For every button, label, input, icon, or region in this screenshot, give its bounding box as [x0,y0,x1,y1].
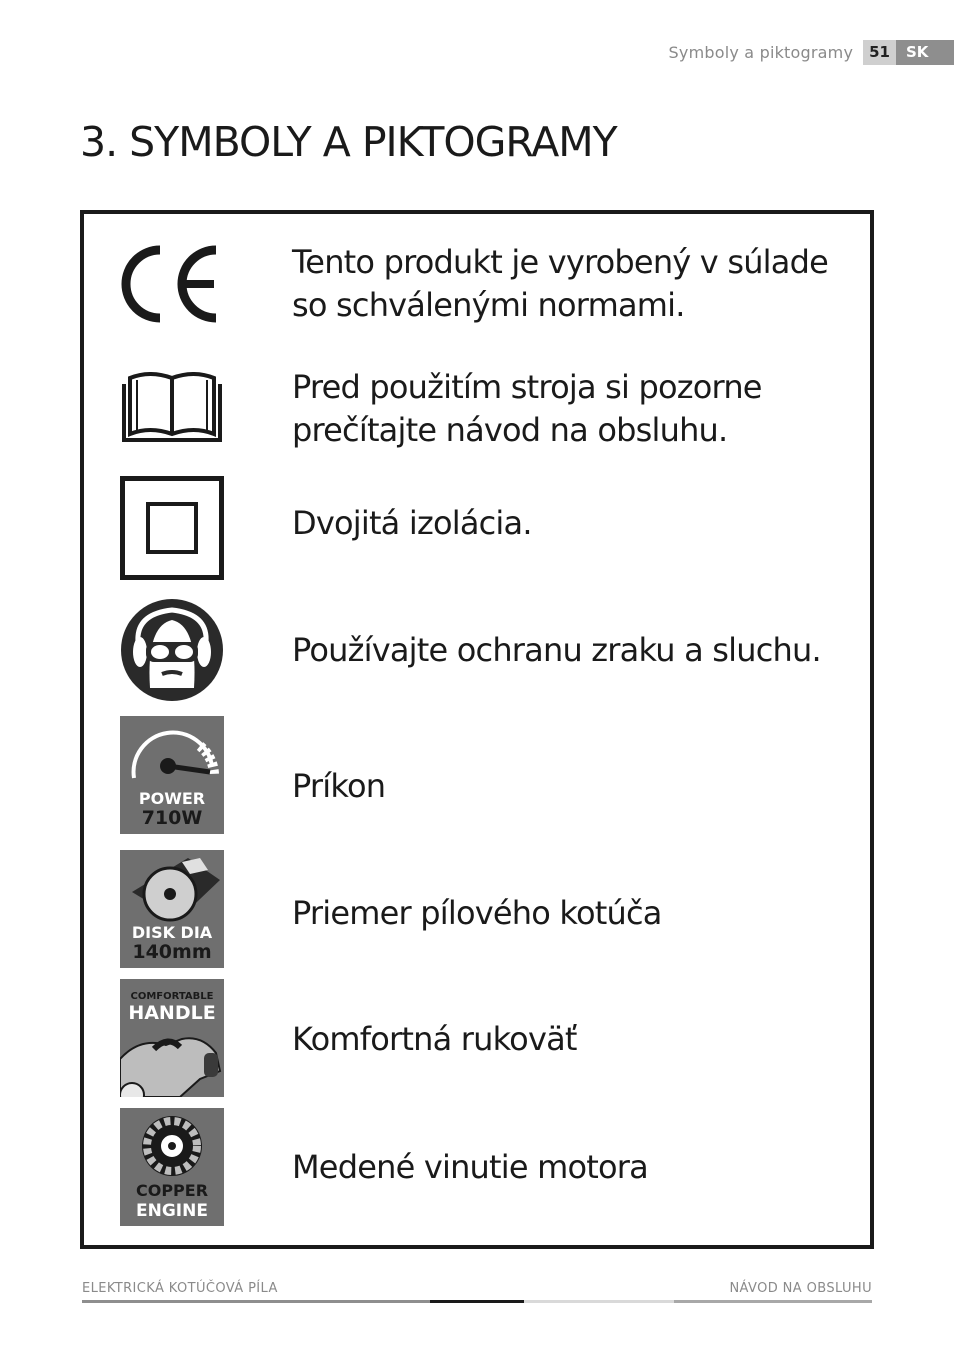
badge-value: HANDLE [128,1002,216,1024]
double-insulation-icon [120,476,224,580]
page-number: 51 [863,40,896,65]
comfortable-handle-icon [120,979,224,1097]
language-badge: SK [896,40,954,65]
footer-document-type: NÁVOD NA OBSLUHU [729,1281,872,1296]
symbols-table [80,210,874,1249]
power-icon [120,716,224,834]
symbol-description [292,366,762,452]
symbol-description [292,629,821,672]
symbol-description [292,1018,577,1061]
symbol-description [292,1146,648,1189]
text-line: Príkon [292,767,386,805]
open-book-icon [120,372,224,444]
text-line: Dvojitá izolácia. [292,504,532,542]
badge-value: ENGINE [136,1201,208,1221]
symbol-description [292,241,828,327]
badge-label: POWER [138,789,206,808]
badge-label: COPPER [135,1181,209,1200]
badge-value: 140mm [132,941,212,963]
symbol-description [292,892,662,935]
text-line: Pred použitím stroja si pozorne [292,368,762,406]
eye-ear-protection-icon [120,598,224,702]
text-line: so schválenými normami. [292,286,685,324]
page-header [669,40,954,65]
text-line: prečítajte návod na obsluhu. [292,411,728,449]
footer-product-name: ELEKTRICKÁ KOTÚČOVÁ PÍLA [82,1281,278,1296]
badge-label: DISK DIA [131,923,213,942]
text-line: Tento produkt je vyrobený v súlade [292,243,828,281]
symbol-description [292,502,532,545]
badge-value: 710W [141,807,203,829]
text-line: Medené vinutie motora [292,1148,648,1186]
ce-mark-icon [120,244,224,324]
footer-divider [82,1300,430,1303]
text-line: Používajte ochranu zraku a sluchu. [292,631,821,669]
footer-divider [430,1300,524,1303]
text-line: Priemer pílového kotúča [292,894,662,932]
symbol-description [292,765,385,808]
footer-divider [674,1300,872,1303]
copper-engine-icon [120,1108,224,1226]
section-name: Symboly a piktogramy [668,43,854,62]
text-line: Komfortná rukoväť [292,1020,577,1058]
page-title: 3. SYMBOLY A PIKTOGRAMY [80,118,617,166]
disk-dia-icon [120,850,224,968]
footer-divider [524,1300,674,1303]
badge-label: COMFORTABLE [130,991,214,1002]
